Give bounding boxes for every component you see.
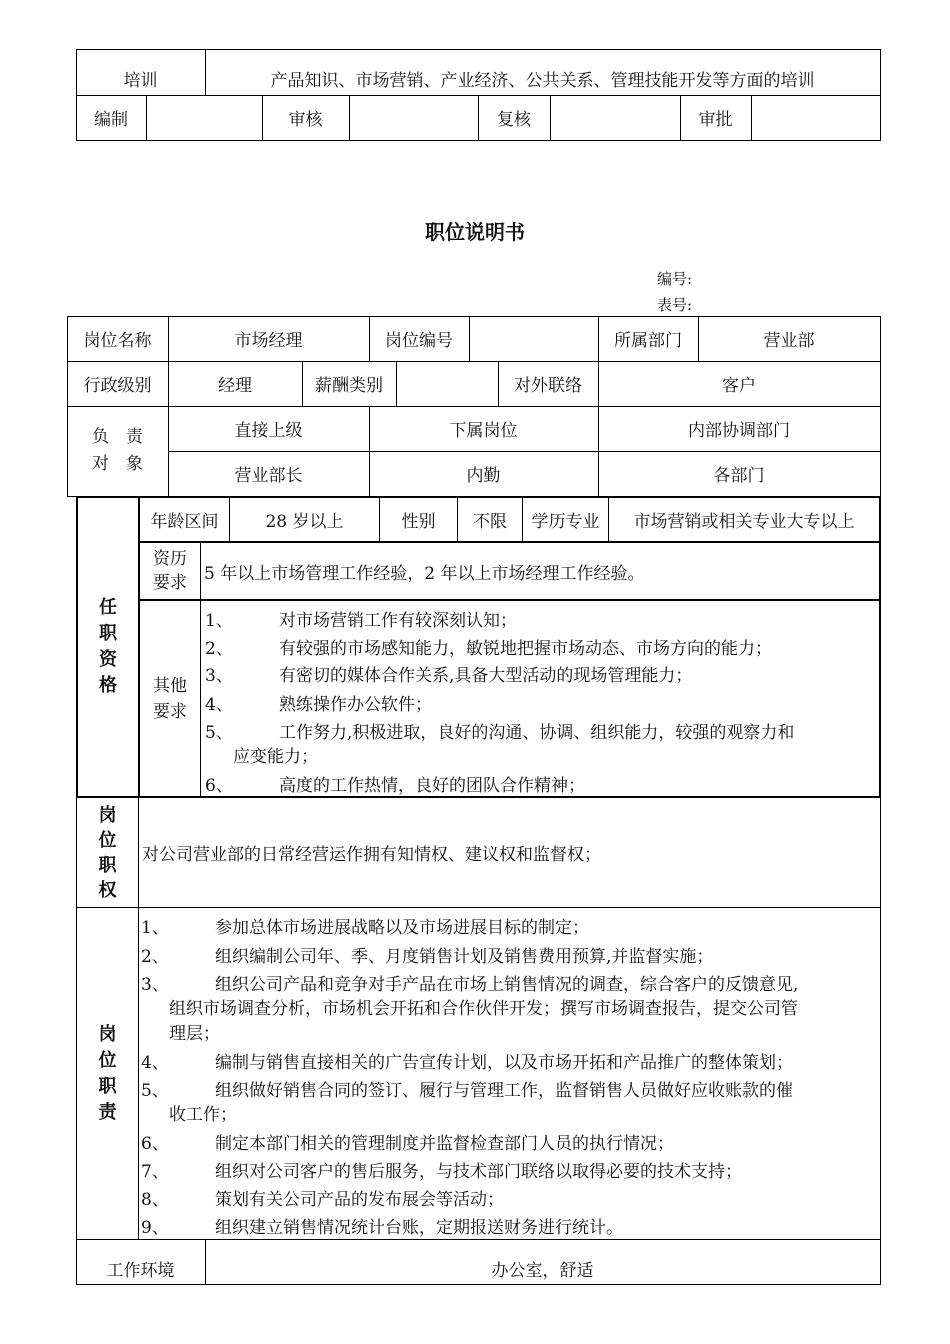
duties-char: 位	[98, 1049, 117, 1071]
list-item: 4、 熟练操作办公软件；	[205, 695, 432, 715]
responsibility-label-line-1: 负 责	[92, 427, 143, 447]
list-item: 9、 组织建立销售情况统计台账，定期报送财务进行统计。	[141, 1218, 623, 1238]
superior-value: 营业部长	[234, 466, 303, 486]
list-item: 6、 高度的工作热情，良好的团队合作精神；	[205, 776, 585, 796]
authority-char: 岗	[98, 804, 117, 826]
authority-heading	[77, 798, 138, 907]
admin-level-label: 行政级别	[83, 376, 152, 396]
internal-dept-label: 内部协调部门	[688, 421, 790, 441]
qualification-char: 职	[99, 623, 117, 644]
list-item: 1、 参加总体市场进展战略以及市场进展目标的制定；	[141, 918, 589, 938]
list-item: 理层；	[169, 1024, 220, 1044]
approved-label: 审批	[698, 110, 733, 130]
list-item: 4、 编制与销售直接相关的广告宣传计划，以及市场开拓和产品推广的整体策划；	[141, 1053, 793, 1073]
salary-type-label: 薪酬类别	[315, 376, 383, 396]
authority-char: 位	[98, 829, 117, 851]
training-value: 产品知识、市场营销、产业经济、公共关系、管理技能开发等方面的培训	[270, 70, 815, 91]
qualification-char: 资	[99, 649, 117, 670]
approved-field[interactable]	[751, 95, 880, 140]
salary-type-value[interactable]	[396, 361, 498, 406]
list-item: 7、 组织对公司客户的售后服务，与技术部门联络以取得必要的技术支持；	[141, 1162, 742, 1182]
age-value: 28 岁以上	[265, 512, 344, 532]
duties-char: 职	[98, 1075, 117, 1097]
position-name-value: 市场经理	[234, 331, 303, 351]
position-name-label: 岗位名称	[83, 331, 152, 351]
training-label: 培训	[123, 70, 158, 91]
qualification-char: 格	[99, 675, 117, 696]
page-title: 职位说明书	[425, 220, 525, 244]
department-value: 营业部	[763, 331, 815, 351]
prepared-label: 编制	[94, 110, 128, 130]
position-code-label: 岗位编号	[385, 331, 453, 351]
list-item: 3、 有密切的媒体合作关系,具备大型活动的现场管理能力；	[205, 666, 693, 686]
list-item: 3、 组织公司产品和竞争对手产品在市场上销售情况的调查，综合客户的反馈意见,	[141, 975, 799, 995]
qualification-char: 任	[99, 597, 117, 618]
age-label: 年龄区间	[150, 512, 219, 532]
list-item: 2、 组织编制公司年、季、月度销售计划及销售费用预算,并监督实施；	[141, 947, 714, 967]
subordinate-label: 下属岗位	[449, 421, 518, 441]
subordinate-value: 内勤	[466, 466, 501, 486]
list-item: 6、 制定本部门相关的管理制度并监督检查部门人员的执行情况；	[141, 1134, 674, 1154]
list-item: 2、 有较强的市场感知能力，敏锐地把握市场动态、市场方向的能力；	[205, 639, 772, 659]
list-item: 组织市场调查分析，市场机会开拓和合作伙伴开发；撰写市场调查报告，提交公司管	[169, 999, 798, 1019]
responsibility-label	[67, 406, 168, 496]
department-label: 所属部门	[614, 331, 682, 351]
list-item: 5、 工作努力,积极进取，良好的沟通、协调、组织能力，较强的观察力和	[205, 723, 795, 743]
authority-char: 职	[98, 854, 117, 876]
responsibility-label-line-2: 对 象	[92, 454, 143, 474]
gender-value: 不限	[473, 512, 507, 532]
education-value: 市场营销或相关专业大专以上	[633, 512, 855, 532]
other-label-line-1: 其他	[153, 675, 187, 696]
external-contact-label: 对外联络	[514, 376, 582, 396]
superior-label: 直接上级	[234, 421, 303, 441]
experience-label-line-1: 资历	[153, 549, 187, 569]
other-label-line-2: 要求	[153, 701, 187, 722]
admin-level-value: 经理	[218, 376, 252, 396]
education-label: 学历专业	[531, 512, 600, 532]
work-environment-label: 工作环境	[106, 1261, 175, 1281]
list-item: 收工作；	[169, 1105, 237, 1125]
duties-char: 责	[98, 1101, 117, 1123]
list-item: 应变能力；	[233, 747, 318, 767]
list-item: 5、 组织做好销售合同的签订、履行与管理工作，监督销售人员做好应收账款的催	[141, 1081, 793, 1101]
duties-heading	[77, 908, 138, 1239]
experience-value: 5 年以上市场管理工作经验，2 年以上市场经理工作经验。	[204, 563, 645, 584]
experience-label-line-2: 要求	[153, 573, 187, 593]
other-requirements-label	[140, 601, 200, 796]
gender-label: 性别	[401, 512, 436, 532]
prepared-field[interactable]	[146, 95, 262, 140]
number-label: 编号:	[657, 270, 693, 288]
form-number-label: 表号:	[657, 296, 693, 314]
authority-char: 权	[98, 879, 117, 901]
reviewed-field[interactable]	[349, 95, 478, 140]
rechecked-label: 复核	[497, 110, 531, 130]
list-item: 8、 策划有关公司产品的发布展会等活动；	[141, 1190, 504, 1210]
rechecked-field[interactable]	[550, 95, 680, 140]
experience-label	[140, 543, 200, 599]
position-code-value[interactable]	[469, 316, 598, 361]
external-contact-value: 客户	[722, 376, 756, 396]
reviewed-label: 审核	[288, 110, 323, 130]
work-environment-value: 办公室，舒适	[491, 1261, 594, 1281]
duties-char: 岗	[98, 1023, 117, 1045]
authority-text: 对公司营业部的日常经营运作拥有知情权、建议权和监督权；	[142, 845, 601, 865]
list-item: 1、 对市场营销工作有较深刻认知；	[205, 611, 517, 631]
qualification-heading	[78, 498, 138, 796]
internal-dept-value: 各部门	[713, 466, 765, 486]
